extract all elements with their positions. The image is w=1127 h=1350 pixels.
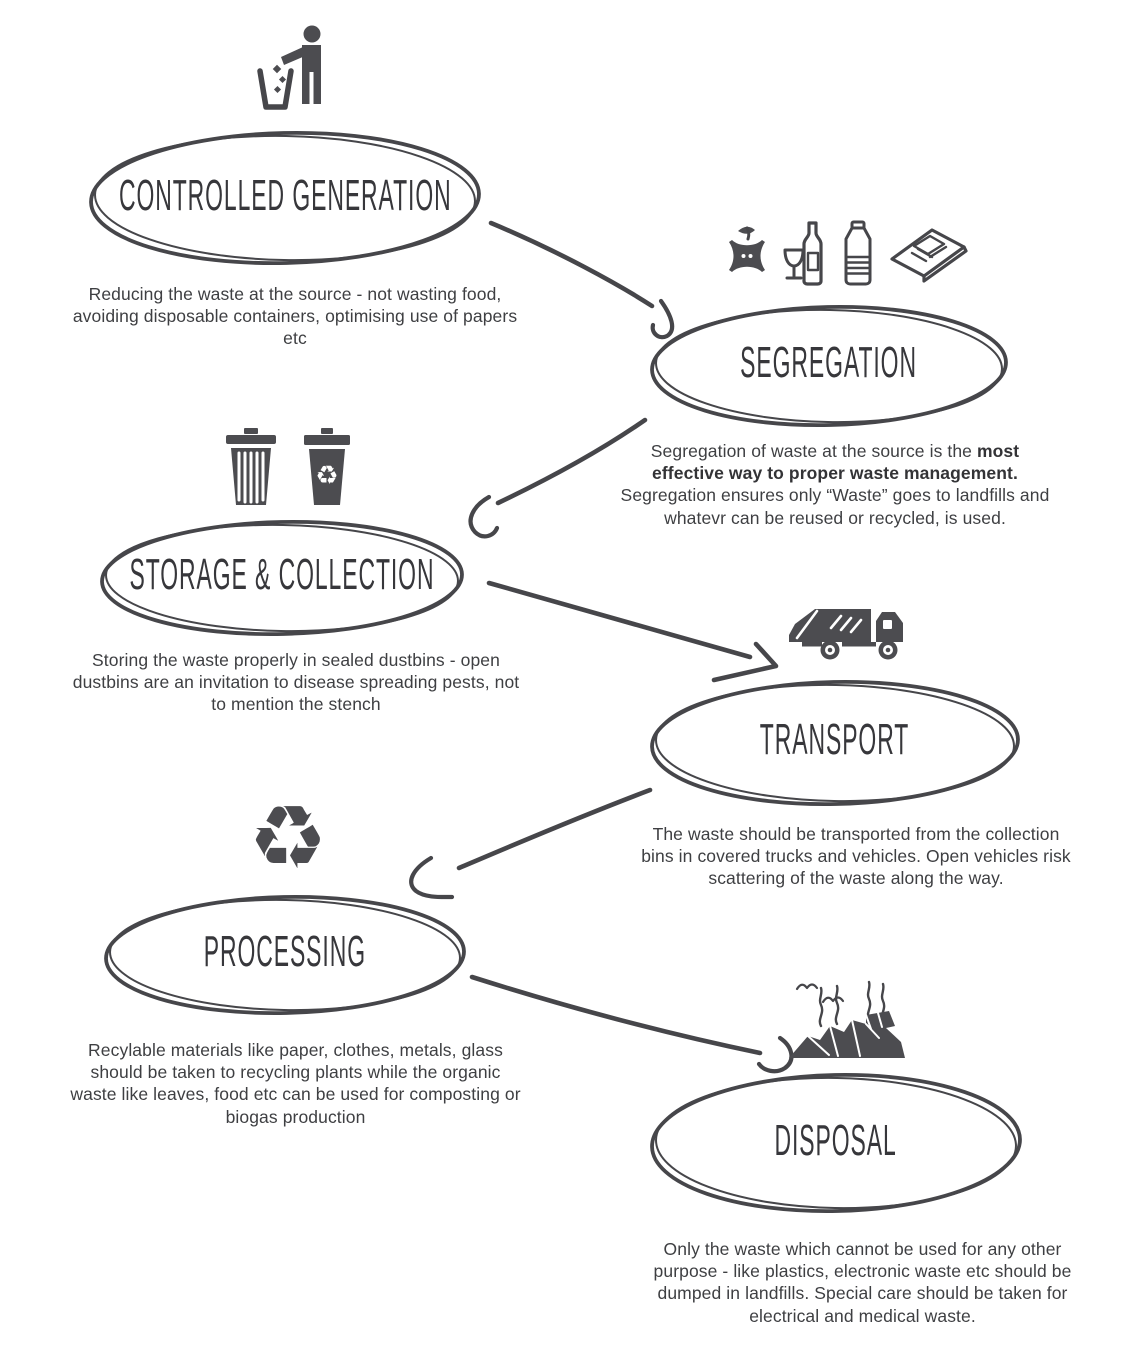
step-ellipse-processing — [100, 891, 470, 1019]
recycle-symbol-icon: ♻ — [248, 786, 328, 889]
step-ellipse-disposal — [646, 1069, 1026, 1218]
white-recycle-glyph: ♻ — [315, 461, 339, 491]
litter-person-icon — [252, 24, 342, 112]
description-bold-text: most effective way to proper waste management. — [652, 441, 1020, 484]
arrow-storage-to-transport — [489, 583, 776, 680]
step-title: STORAGE & COLLECTION — [129, 550, 435, 599]
step-title: SEGREGATION — [740, 338, 918, 387]
plastic-bottle-icon — [840, 220, 876, 288]
step-ellipse-controlled-generation — [85, 127, 485, 270]
step-title: TRANSPORT — [760, 715, 910, 764]
step-ellipse-transport — [646, 676, 1024, 810]
landfill-pile-icon — [783, 976, 909, 1060]
bird-icon — [797, 985, 817, 990]
bird-icon — [823, 998, 843, 1003]
step-ellipse-storage-collection — [96, 516, 468, 640]
step-title: CONTROLLED GENERATION — [118, 170, 452, 220]
step-ellipse-segregation — [646, 301, 1012, 431]
step-description: Only the waste which cannot be used for any other purpose - like plastics, electronic waste etc should be dumped in landfills. Special care should be taken for electrical and medical waste. — [653, 1239, 1072, 1326]
step-description: The waste should be transported from the collection bins in covered trucks and vehicles. Open vehicles risk scattering of the waste along the way. — [641, 824, 1071, 889]
segregation-icon-row — [724, 220, 970, 288]
step-description: Reducing the waste at the source - not wasting food, avoiding disposable containers, optimising use of papers etc — [72, 284, 518, 349]
newspaper-icon — [886, 223, 970, 285]
storage-icon-row — [224, 428, 352, 506]
trash-can-icon — [224, 428, 278, 506]
garbage-truck-icon — [784, 597, 906, 663]
step-description: Storing the waste properly in sealed dustbins - open dustbins are an invitation to disease spreading pests, not to mention the stench — [72, 650, 520, 715]
step-description — [615, 440, 1055, 529]
step-title: PROCESSING — [203, 927, 367, 976]
apple-core-icon — [724, 222, 770, 286]
step-title: DISPOSAL — [774, 1115, 898, 1165]
step-description: Recylable materials like paper, clothes, metals, glass should be taken to recycling plants while the organic waste like leaves, food etc can be used for composting or biogas production — [70, 1040, 521, 1127]
description-text: Segregation ensures only “Waste” goes to landfills and whatevr can be reused or recycled, is used. — [620, 485, 1050, 528]
wine-bottle-and-glass-icon — [780, 220, 830, 288]
arrow-transport-to-processing — [411, 790, 650, 897]
recycle-bin-icon — [302, 428, 352, 506]
description-text: Segregation of waste at the source is the — [650, 441, 977, 461]
